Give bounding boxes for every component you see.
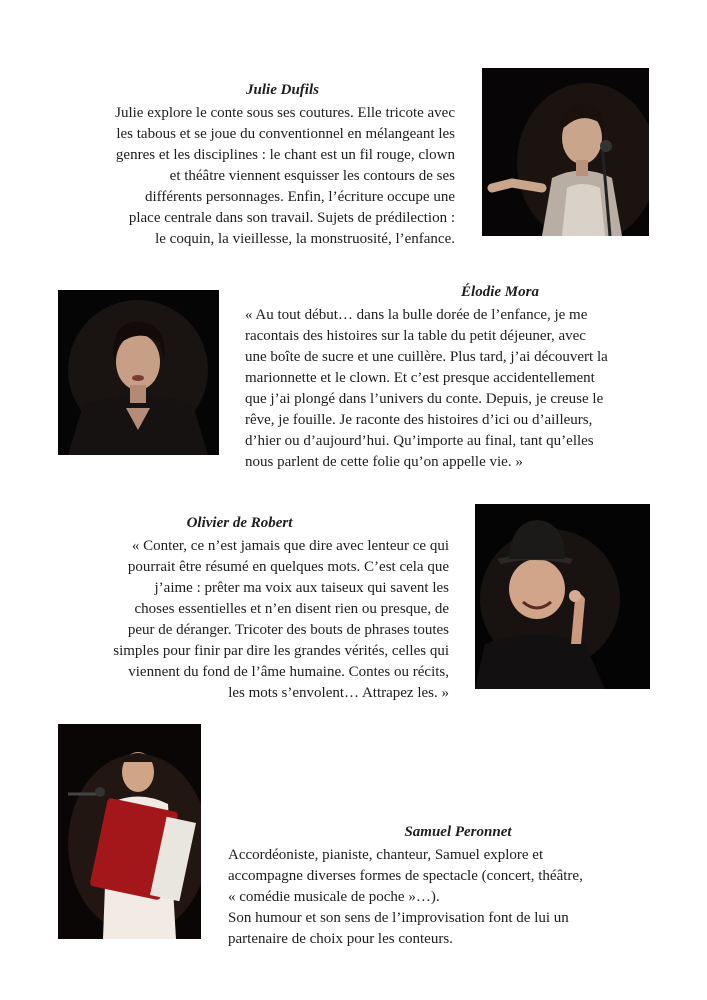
performer-bio: « Au tout début… dans la bulle dorée de l’enfance, je me racontais des histoires sur la table du petit déjeuner, avec une boîte de sucre et une cuillère. Plus tard, j’ai découvert la marionnette et le clown. Et c’est presque accidentellement que j’ai plongé dans l’univers du conte. Depuis, je creuse le rêve, je fouille. Je raconte des histoires d’ici ou d’ailleurs, d’hier ou d’aujourd’hui. Qu’importe au final, tant qu’elles nous parlent de cette folie qu’on appelle vie. » [245, 307, 608, 470]
photo-samuel-peronnet [58, 724, 201, 939]
performer-name: Julie Dufils [246, 82, 319, 98]
performer-photo-illustration [482, 68, 649, 236]
photo-elodie-mora [58, 290, 219, 455]
performer-olivier-de-robert [60, 513, 449, 704]
performer-photo-illustration [58, 290, 219, 455]
performer-name: Samuel Peronnet [404, 824, 512, 840]
performer-name: Élodie Mora [461, 284, 539, 300]
performer-bio: Julie explore le conte sous ses coutures. Elle tricote avec les tabous et se joue du conventionnel en mélangeant les genres et les disciplines : le chant est un fil rouge, clown et théâtre viennent esquisser les contours de ses différents personnages. Enfin, l’écriture occupe une place centrale dans son travail. Sujets de prédilection : le coquin, la vieillesse, la monstruosité, l’enfance. [115, 105, 455, 247]
performer-bio: « Conter, ce n’est jamais que dire avec lenteur ce qui pourrait être résumé en quelques mots. C’est cela que j’aime : prêter ma voix aux taiseux qui savent les choses essentielles et n’en disent rien ou presque, de peur de déranger. Tricoter des bouts de phrases toutes simples pour finir par dire les grandes vérités, celles qui viennent du fond de l’âme humaine. Contes ou récits, les mots s’envolent… Attrapez les. » [113, 538, 449, 701]
photo-olivier-de-robert [475, 504, 650, 689]
performer-photo-illustration [58, 724, 201, 939]
performer-elodie-mora [245, 282, 665, 473]
performer-name: Olivier de Robert [186, 515, 293, 531]
photo-julie-dufils [482, 68, 649, 236]
performer-samuel-peronnet [228, 822, 668, 950]
performer-bio: Accordéoniste, pianiste, chanteur, Samuel explore et accompagne diverses formes de spectacle (concert, théâtre, « comédie musicale de poche »…). Son humour et son sens de l’improvisation font de lui un partenaire de choix pour les conteurs. [228, 847, 583, 947]
performer-photo-illustration [475, 504, 650, 689]
performer-julie-dufils [50, 80, 455, 250]
